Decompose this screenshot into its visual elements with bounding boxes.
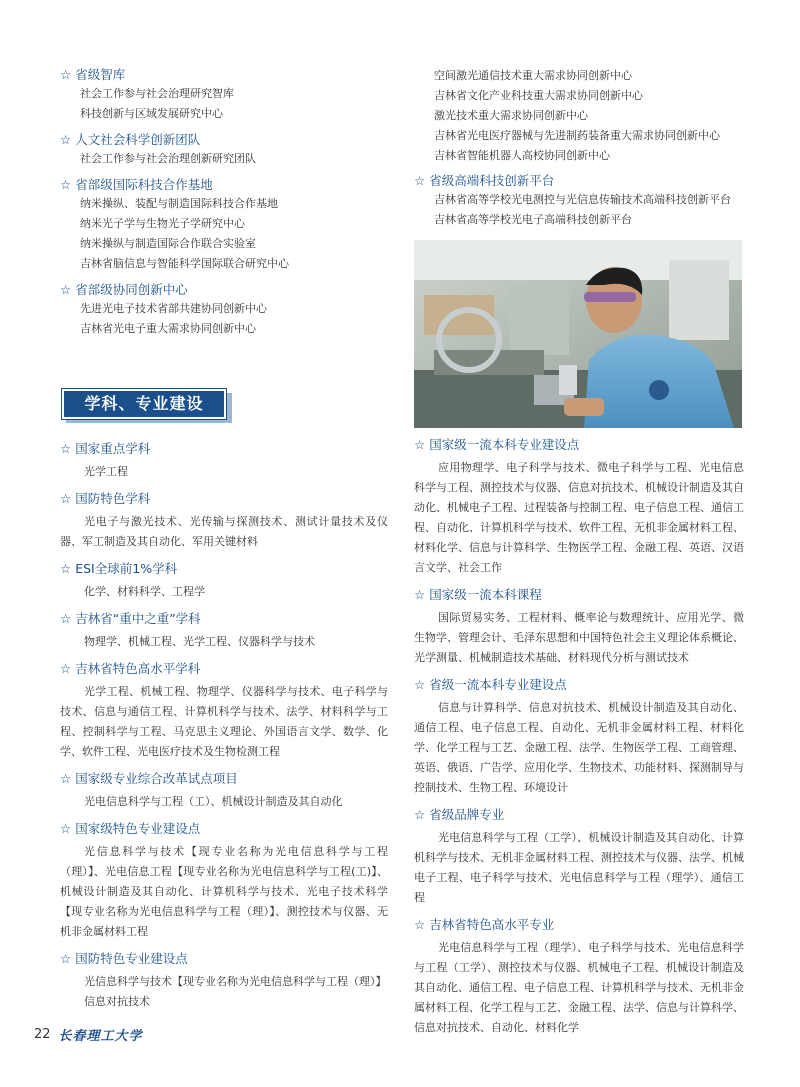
section-text: 化学、材料科学、工程学: [84, 585, 205, 598]
section-title: 国家重点学科: [75, 441, 151, 456]
section-title: 吉林省特色高水平专业: [429, 917, 555, 932]
star-outline-icon: ☆: [414, 587, 426, 602]
star-outline-icon: ☆: [60, 282, 72, 297]
section-humanities-team: [60, 131, 390, 169]
section-text: 物理学、机械工程、光学工程、仪器科学与技术: [84, 635, 315, 648]
section-provincial-think-tank: [60, 66, 390, 124]
list-item: 空间激光通信技术重大需求协同创新中心: [434, 69, 632, 82]
list-item: 先进光电子技术省部共建协同创新中心: [80, 302, 267, 315]
right-column: [414, 66, 744, 230]
star-outline-icon: ☆: [60, 441, 72, 456]
star-outline-icon: ☆: [414, 437, 426, 452]
section-title: 国家级特色专业建设点: [75, 821, 201, 836]
section-title: 省级一流本科专业建设点: [429, 677, 567, 692]
star-outline-icon: ☆: [60, 67, 72, 82]
right-sections: [414, 436, 744, 1046]
star-outline-icon: ☆: [414, 173, 426, 188]
star-outline-icon: ☆: [60, 611, 72, 626]
list-item: 纳米操纵与制造国际合作联合实验室: [80, 237, 256, 250]
section-text-extra: 信息对抗技术: [84, 995, 150, 1008]
section-title: 人文社会科学创新团队: [75, 132, 201, 147]
star-outline-icon: ☆: [60, 771, 72, 786]
page-number: 22: [34, 1026, 51, 1042]
section-title: ESI全球前1%学科: [75, 561, 178, 576]
list-item: 吉林省光电医疗器械与先进制药装备重大需求协同创新中心: [434, 129, 720, 142]
section-title: 吉林省特色高水平学科: [75, 661, 201, 676]
list-item: 吉林省光电子重大需求协同创新中心: [80, 322, 256, 335]
section-text: 应用物理学、电子科学与技术、微电子科学与工程、光电信息科学与工程、测控技术与仪器、信息对抗技术、机械设计制造及其自动化、机械电子工程、过程装备与控制工程、电子信息工程、通信工程、自动化、计算机科学与技术、软件工程、无机非金属材料工程、材料化学、信息与计算科学、生物医学工程、金融工程、英语、汉语言文学、社会工作: [414, 461, 744, 574]
star-outline-icon: ☆: [60, 951, 72, 966]
list-item: 科技创新与区域发展研究中心: [80, 107, 223, 120]
list-item: 吉林省智能机器人高校协同创新中心: [434, 149, 610, 162]
star-outline-icon: ☆: [414, 807, 426, 822]
section-text: 光学工程、机械工程、物理学、仪器科学与技术、电子科学与技术、信息与通信工程、计算机科学与技术、法学、材料科学与工程、控制科学与工程、马克思主义理论、外国语言文学、数学、化学、软件工程、光电医疗技术及生物检测工程: [60, 685, 388, 758]
star-outline-icon: ☆: [60, 177, 72, 192]
list-item: 吉林省高等学校光电测控与光信息传输技术高端科技创新平台: [434, 193, 731, 206]
list-item: 吉林省高等学校光电子高端科技创新平台: [434, 213, 632, 226]
banner-title: 学科、专业建设: [84, 394, 204, 413]
list-item: 吉林省文化产业科技重大需求协同创新中心: [434, 89, 643, 102]
section-text: 光电信息科学与工程（工学）、机械设计制造及其自动化、计算机科学与技术、无机非金属材料工程、测控技术与仪器、法学、机械电子工程、电子科学与技术、光电信息科学与工程（理学）、通信工程: [414, 831, 744, 904]
star-outline-icon: ☆: [60, 491, 72, 506]
university-logo-text: 长春理工大学: [58, 1028, 143, 1044]
section-intl-cooperation: [60, 176, 390, 274]
section-title: 国防特色学科: [75, 491, 151, 506]
section-text: 光信息科学与技术【现专业名称为光电信息科学与工程（理）】: [84, 975, 387, 988]
star-outline-icon: ☆: [414, 917, 426, 932]
section-title: 国防特色专业建设点: [75, 951, 188, 966]
star-outline-icon: ☆: [60, 821, 72, 836]
section-text: 光电子与激光技术、光传输与探测技术、测试计量技术及仪器、军工制造及其自动化、军用关键材料: [60, 515, 388, 548]
section-title: 省部级国际科技合作基地: [75, 177, 213, 192]
section-text: 光信息科学与技术【现专业名称为光电信息科学与工程（理）】、光电信息工程【现专业名称为光电信息科学与工程(工)】、机械设计制造及其自动化、计算机科学与技术、光电子技术科学【现专业名称为光电信息科学与工程（理）】、测控技术与仪器、无机非金属材料工程: [60, 845, 388, 938]
section-text: 国际贸易实务、工程材料、概率论与数理统计、应用光学、微生物学、管理会计、毛泽东思想和中国特色社会主义理论体系概论、光学测量、机械制造技术基础、材料现代分析与测试技术: [414, 611, 744, 664]
lab-photo: [414, 240, 742, 428]
star-outline-icon: ☆: [414, 677, 426, 692]
section-title: 吉林省“重中之重”学科: [75, 611, 201, 626]
list-item: 社会工作参与社会治理研究智库: [80, 87, 234, 100]
section-title: 国家级专业综合改革试点项目: [75, 771, 238, 786]
list-item: 吉林省脑信息与智能科学国际联合研究中心: [80, 257, 289, 270]
section-title: 省级高端科技创新平台: [429, 173, 555, 188]
lab-photo-image: [414, 240, 742, 428]
section-text: 信息与计算科学、信息对抗技术、机械设计制造及其自动化、通信工程、电子信息工程、自动化、无机非金属材料工程、材料化学、化学工程与工艺、金融工程、法学、生物医学工程、工商管理、英语、俄语、广告学、应用化学、生物技术、功能材料、探测制导与控制技术、生物工程、环境设计: [414, 701, 744, 794]
list-item: 激光技术重大需求协同创新中心: [434, 109, 588, 122]
section-collab-innovation: [60, 281, 390, 339]
star-outline-icon: ☆: [60, 561, 72, 576]
section-title: 省级品牌专业: [429, 807, 505, 822]
section-banner: [62, 389, 230, 419]
star-outline-icon: ☆: [60, 132, 72, 147]
section-text: 光电信息科学与工程（工）、机械设计制造及其自动化: [84, 795, 343, 808]
section-title: 省部级协同创新中心: [75, 282, 188, 297]
section-text: 光电信息科学与工程（理学）、电子科学与技术、光电信息科学与工程（工学）、测控技术与仪器、机械电子工程、机械设计制造及其自动化、通信工程、电子信息工程、计算机科学与技术、无机非金属材料工程、化学工程与工艺、金融工程、法学、信息与计算科学、信息对抗技术、自动化、材料化学: [414, 941, 744, 1034]
section-title: 国家级一流本科课程: [429, 587, 542, 602]
list-item: 纳米光子学与生物光子学研究中心: [80, 217, 245, 230]
section-title: 国家级一流本科专业建设点: [429, 437, 580, 452]
section-text: 光学工程: [84, 465, 128, 478]
page-footer: [34, 1024, 143, 1044]
list-item: 社会工作参与社会治理创新研究团队: [80, 152, 256, 165]
star-outline-icon: ☆: [60, 661, 72, 676]
discipline-list: [60, 440, 388, 1020]
left-column: [60, 66, 390, 346]
section-title: 省级智库: [75, 67, 126, 82]
list-item: 纳米操纵、装配与制造国际科技合作基地: [80, 197, 278, 210]
